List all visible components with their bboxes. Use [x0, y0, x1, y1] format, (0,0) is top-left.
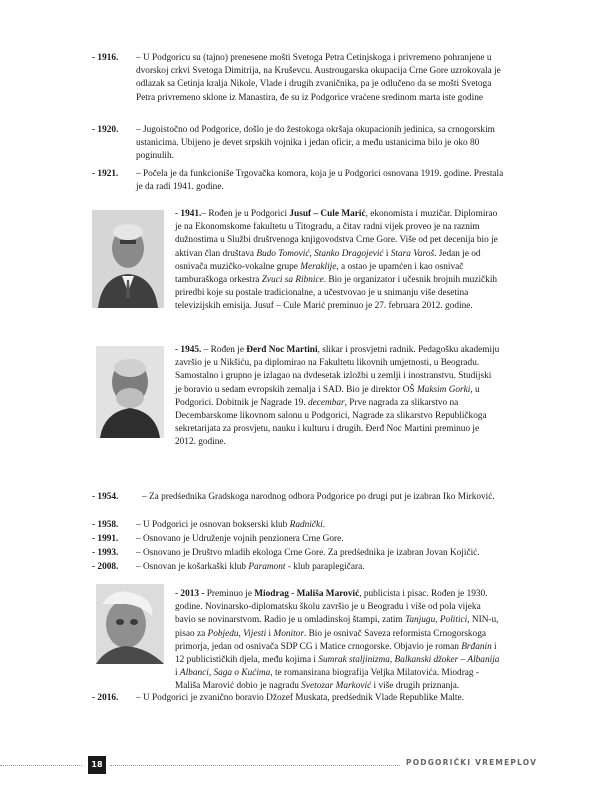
entry-year: - 1920.: [92, 125, 119, 135]
entry-2008: [92, 561, 512, 574]
entry-text: – U Podgorici je osnovan bokserski klub Radnički.: [136, 520, 326, 530]
entry-1954: [92, 491, 512, 504]
entry-1993: [92, 547, 512, 560]
footer-divider-left: [0, 765, 82, 766]
entry-year: - 1993.: [92, 548, 119, 558]
person-name: Miodrag - Mališa Marović: [254, 589, 360, 599]
entry-text: – Osnovan je košarkaški klub Paramont - klub paraplegičara.: [136, 562, 365, 572]
bio-1945: - 1945. – Rođen je Đerđ Noc Martini, slikar i prosvjetni radnik. Pedagošku akademiju završio je u Nikšiću, pa diplomirao na Fakultetu likovnih umjetnosti, u Beogradu. Samostalno i grupno je izlagao na dvdesetak izložbi u zemlji i inostranstvu. Studijski je boravio u sedam evropskih zemalja i SAD. Bio je direktor OŠ Maksim Gorki, u Podgorici. Dobitnik je Nagrade 19. decembar, Prve nagrada za slikarstvo na Decembarskome likovnom salonu u Podgorici, Nagrade za slikarstvo Republičkoga sekretarijata za prosvjetu, nauku i kulturu i drugih. Đerđ Noc Martini preminuo je 2012. godine.: [175, 345, 500, 448]
entry-2016: [92, 692, 512, 705]
bio-1941: - 1941.– Rođen je u Podgorici Jusuf – Cule Marić, ekonomista i muzičar. Diplomirao je na Ekonomskome fakultetu u Titogradu, a čitav radni vijek proveo je na raznim dužnostima u Službi društvenoga knjigovodstva Crne Gore. Više od pet decenija bio je aktivan član društava Budo Tomović, Stanko Dragojević i Stara Varoš. Jedan je od osnivača muzičko-vokalne grupe Meraklije, a ostao je upamćen i kao osnivač tamburaškoga orkestra Zvuci sa Ribnice. Bio je organizator i učesnik brojnih muzičkih priredbi koje su postale tradicionalne, a učestvovao je u snimanju više desetina televizijskih emisija. Jusuf – Cule Marić preminuo je 27. februara 2012. godine.: [175, 209, 498, 312]
entry-year: - 1916.: [92, 53, 119, 63]
entry-text: – Za predśednika Gradskoga narodnog odbora Podgorice po drugi put je izabran Iko Mirković.: [142, 492, 495, 502]
person-name: Jusuf – Cule Marić: [289, 209, 366, 219]
portrait-2013-image: [96, 584, 164, 664]
entry-year: - 1958.: [92, 520, 119, 530]
entry-text: – U Podgorici je zvanično boravio Džozef Muskata, predśednik Vlade Republike Malte.: [136, 693, 464, 703]
portrait-1945-image: [96, 346, 164, 438]
portrait-photo-1945: [96, 346, 164, 438]
portrait-photo-1941: [92, 210, 164, 308]
bio-year: - 1945.: [175, 345, 202, 355]
portrait-photo-2013: [96, 584, 164, 664]
entry-text: – Osnovano je Društvo mladih ekologa Crne Gore. Za predśednika je izabran Jovan Kojičić.: [136, 548, 480, 558]
entry-year: - 1991.: [92, 534, 119, 544]
person-name: Đerđ Noc Martini: [246, 345, 318, 355]
footer-divider-right: [110, 765, 400, 766]
entry-1916: [92, 52, 512, 105]
running-title: PODGORIČKI VREMEPLOV: [406, 758, 538, 767]
page-number: 18: [88, 756, 106, 774]
entry-text: – Jugoistočno od Podgorice, došlo je do žestokoga okršaja okupacionih jedinica, sa crnogorskim ustanicima. Ubijeno je devet srpskih vojnika i jedan oficir, a među ustanicima bilo je oko 80 poginulih.: [136, 125, 495, 162]
entry-year: - 1954.: [92, 492, 119, 502]
entry-1958: [92, 519, 512, 532]
entry-year: - 1921.: [92, 169, 119, 179]
entry-1920: [92, 124, 512, 164]
portrait-1941-image: [92, 210, 164, 308]
bio-2013: - 2013 - Preminuo je Miodrag - Mališa Marović, publicista i pisac. Rođen je 1930. godine. Novinarsko-diplomatsku školu završio je u Beogradu i više od pola vijeka bavio se novinarstvom. Radio je u omladinskoj štampi, zatim Tanjugu, Politici, NIN-u, pisao za Pobjedu, Vijesti i Monitor. Bio je osnivač Saveza reformista Crnogorskoga primorja, jedan od osnivača SDP CG i Matice crnogorske. Objavio je roman Brđanin i 12 publicističkih djela, među kojima i Sumrak staljinizma, Balkanski džoker – Albanija i Albanci, Saga o Kućima, te romansirana biografija Veljka Milatovića. Miodrag - Mališa Marović dobio je nagradu Svetozar Marković i više drugih priznanja.: [175, 589, 500, 692]
entry-year: - 2016.: [92, 693, 119, 703]
entry-1991: [92, 533, 512, 546]
entry-text: – U Podgoricu su (tajno) prenesene mošti Svetoga Petra Cetinjskoga i privremeno pohranjene u dvorskoj crkvi Svetoga Dimitrija, na Kruševcu. Austrougarska okupacija Crne Gore uzrokovala je odlazak sa Cetinja kralja Nikole, Vlade i drugih zvaničnika, pa je odlučeno da se mošti Svetoga Petra privremeno sklone iz Manastira, đe su iz Podgorice vraćene sredinom marta iste godine: [136, 53, 501, 103]
entry-text: – Počela je da funkcioniše Trgovačka komora, koja je u Podgorici osnovana 1919. godine. Prestala je da radi 1941. godine.: [136, 169, 504, 193]
entry-1921: [92, 168, 512, 194]
entry-text: – Osnovano je Udruženje vojnih penzionera Crne Gore.: [136, 534, 344, 544]
entry-year: - 2008.: [92, 562, 119, 572]
bio-year: - 1941.: [175, 209, 202, 219]
bio-year: - 2013 -: [175, 589, 205, 599]
